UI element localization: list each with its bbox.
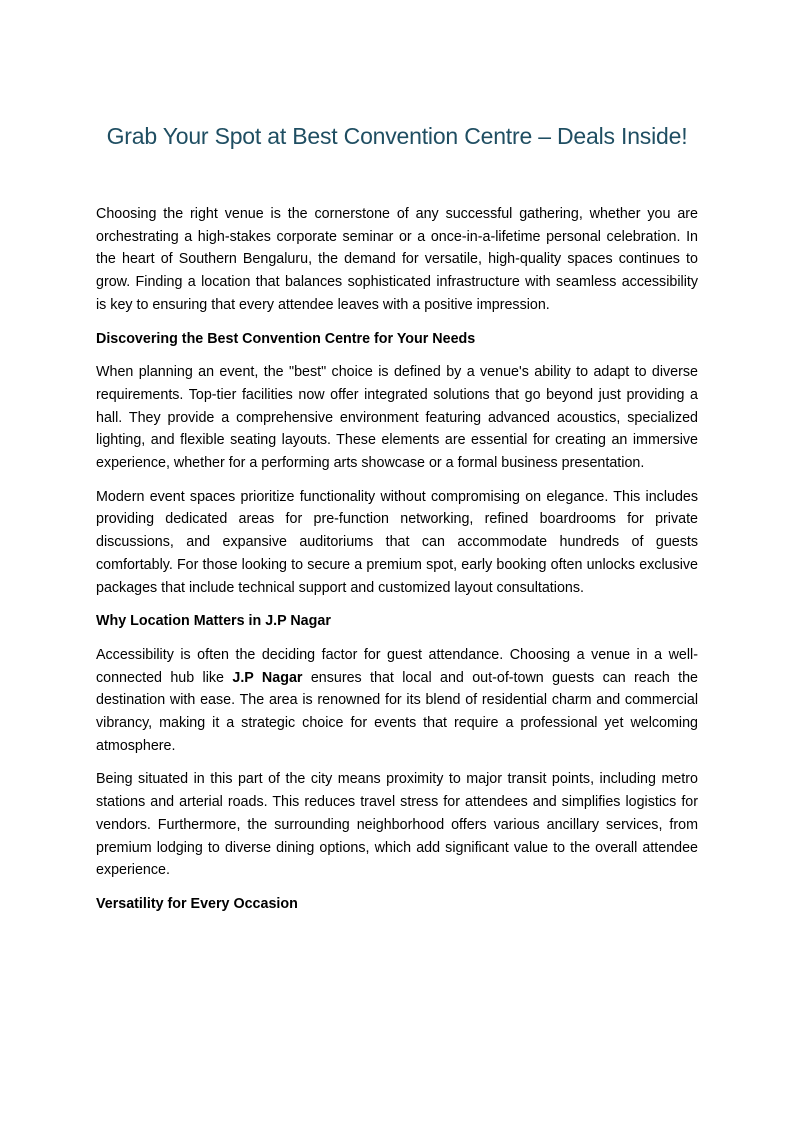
section1-paragraph-2: Modern event spaces prioritize functionality without compromising on elegance. This includes providing dedicated areas for pre-function networking, refined boardrooms for private discussions, and expansive auditoriums that can accommodate hundreds of guests comfortably. For those looking to secure a premium spot, early booking often unlocks exclusive packages that include technical support and customized layout consultations. bbox=[96, 488, 698, 596]
section-heading-location: Why Location Matters in J.P Nagar bbox=[96, 613, 331, 630]
section1-paragraph-1: When planning an event, the "best" choice is defined by a venue's ability to adapt to diverse requirements. Top-tier facilities now offer integrated solutions that go beyond just providing a hall. They provide a comprehensive environment featuring advanced acoustics, specialized lighting, and flexible seating layouts. These elements are essential for creating an immersive experience, whether for a performing arts showcase or a formal business presentation. bbox=[96, 364, 698, 472]
intro-paragraph: Choosing the right venue is the cornerstone of any successful gathering, whether you are orchestrating a high-stakes corporate seminar or a once-in-a-lifetime personal celebration. In the heart of Southern Bengaluru, the demand for versatile, high-quality spaces continues to grow. Finding a location that balances sophisticated infrastructure with seamless accessibility is key to ensuring that every attendee leaves with a positive impression. bbox=[96, 206, 698, 313]
location-highlight: J.P Nagar bbox=[232, 669, 303, 686]
section-heading-best-convention-centre: Discovering the Best Convention Centre for Your Needs bbox=[96, 330, 476, 347]
document-page bbox=[96, 0, 698, 927]
section-heading-versatility: Versatility for Every Occasion bbox=[96, 895, 298, 912]
document-title: Grab Your Spot at Best Convention Centre – Deals Inside! bbox=[106, 123, 688, 149]
section2-paragraph-1-rest: ensures that local and out-of-town guests can reach the destination with ease. The area is renowned for its blend of residential charm and commercial vibrancy, making it a strategic choice for events that require a professional yet welcoming atmosphere. bbox=[96, 669, 698, 754]
section2-paragraph-1-lead: Accessibility is often the deciding factor for guest attendance. Choosing a venue in a well-connected hub like bbox=[96, 646, 698, 686]
section2-paragraph-2: Being situated in this part of the city means proximity to major transit points, including metro stations and arterial roads. This reduces travel stress for attendees and simplifies logistics for vendors. Furthermore, the surrounding neighborhood offers various ancillary services, from premium lodging to diverse dining options, which add significant value to the overall attendee experience. bbox=[96, 771, 698, 879]
document-body bbox=[96, 203, 698, 916]
section2-paragraph-1 bbox=[96, 644, 698, 758]
